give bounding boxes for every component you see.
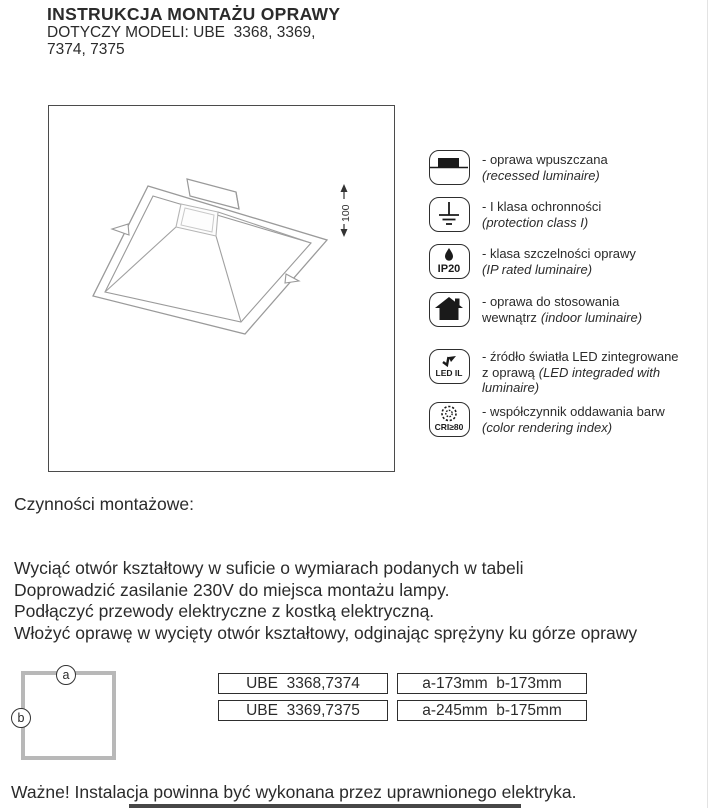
dimension-a-label: a [62, 668, 70, 682]
legend-label-pl: - klasa szczelności oprawy [482, 246, 636, 261]
legend-label-pl: - oprawa wpuszczana [482, 152, 608, 167]
luminaire-isometric-drawing [49, 106, 394, 471]
legend-label-en: (IP rated luminaire) [482, 261, 593, 277]
table-cell-dimensions-row2: a-245mm b-175mm [397, 700, 587, 721]
dimension-b-label: b [17, 711, 25, 725]
cri-badge: CRI≥80 [434, 422, 464, 432]
dimension-label: 100 [340, 204, 352, 222]
subtitle-models-line1: DOTYCZY MODELI: UBE 3368, 3369, [47, 24, 316, 41]
legend-label-en: (indoor luminaire) [540, 309, 643, 325]
legend-label-en: (LED integraded with [538, 364, 661, 380]
step-cut-hole: Wyciąć otwór kształtowy w suficie o wymiarach podanych w tabeli [14, 558, 524, 578]
legend-label-en: (color rendering index) [482, 419, 613, 435]
luminaire-drawing-frame [48, 105, 395, 472]
page-edge-line [707, 0, 708, 808]
clipped-text-remnant [129, 804, 521, 808]
legend-label-pl2: wewnątrz [482, 309, 537, 325]
table-cell-model-row1: UBE 3368,7374 [218, 673, 388, 694]
legend-label-pl: - współczynnik oddawania barw [482, 404, 665, 419]
legend-item-recessed [482, 152, 707, 183]
legend-label-pl: - źródło światła LED zintegrowane [482, 349, 679, 364]
step-connect-wires: Podłączyć przewody elektryczne z kostką elektryczną. [14, 601, 435, 622]
legend-label-pl: - oprawa do stosowania [482, 294, 620, 309]
table-cell-dimensions-row1: a-173mm b-173mm [397, 673, 587, 694]
legend-label-pl: - I klasa ochronności [482, 199, 602, 214]
ip-rating-icon [429, 244, 470, 279]
ip-rating-badge: IP20 [437, 263, 461, 275]
legend-label-pl2: z oprawą [482, 364, 535, 380]
recessed-luminaire-icon [429, 150, 470, 185]
cri-icon [429, 402, 470, 437]
legend-item-class1 [482, 199, 707, 230]
dimension-b-marker [11, 708, 31, 728]
legend-label-en: (protection class I) [482, 214, 589, 230]
led-il-badge: LED IL [435, 368, 463, 378]
section-heading: Czynności montażowe: [14, 494, 194, 514]
legend-label-en2: luminaire) [482, 380, 540, 395]
step-insert-luminaire: Włożyć oprawę w wycięty otwór kształtowy, odginając sprężyny ku górze oprawy [14, 623, 638, 644]
legend-item-cri [482, 404, 707, 435]
led-integrated-icon [429, 349, 470, 384]
dimension-a-marker [56, 665, 76, 685]
spring-clip-left [112, 224, 129, 235]
dimension-arrow-down-icon [341, 229, 348, 237]
indoor-use-icon [429, 292, 470, 327]
protection-class-1-icon [429, 197, 470, 232]
installation-steps [14, 558, 704, 645]
table-cell-model-row2: UBE 3369,7375 [218, 700, 388, 721]
legend-item-indoor [482, 294, 707, 325]
warning-text: Ważne! Instalacja powinna być wykonana przez uprawnionego elektryka. [11, 782, 577, 802]
step-power-supply: Doprowadzić zasilanie 230V do miejsca montażu lampy. [14, 579, 450, 600]
legend-item-led [482, 349, 707, 396]
legend-item-ip [482, 246, 707, 277]
subtitle-models-line2: 7374, 7375 [47, 41, 125, 58]
page-title: INSTRUKCJA MONTAŻU OPRAWY [47, 4, 341, 24]
legend-label-en: (recessed luminaire) [482, 167, 600, 183]
dimension-100 [340, 184, 352, 237]
dimension-arrow-up-icon [341, 184, 348, 192]
